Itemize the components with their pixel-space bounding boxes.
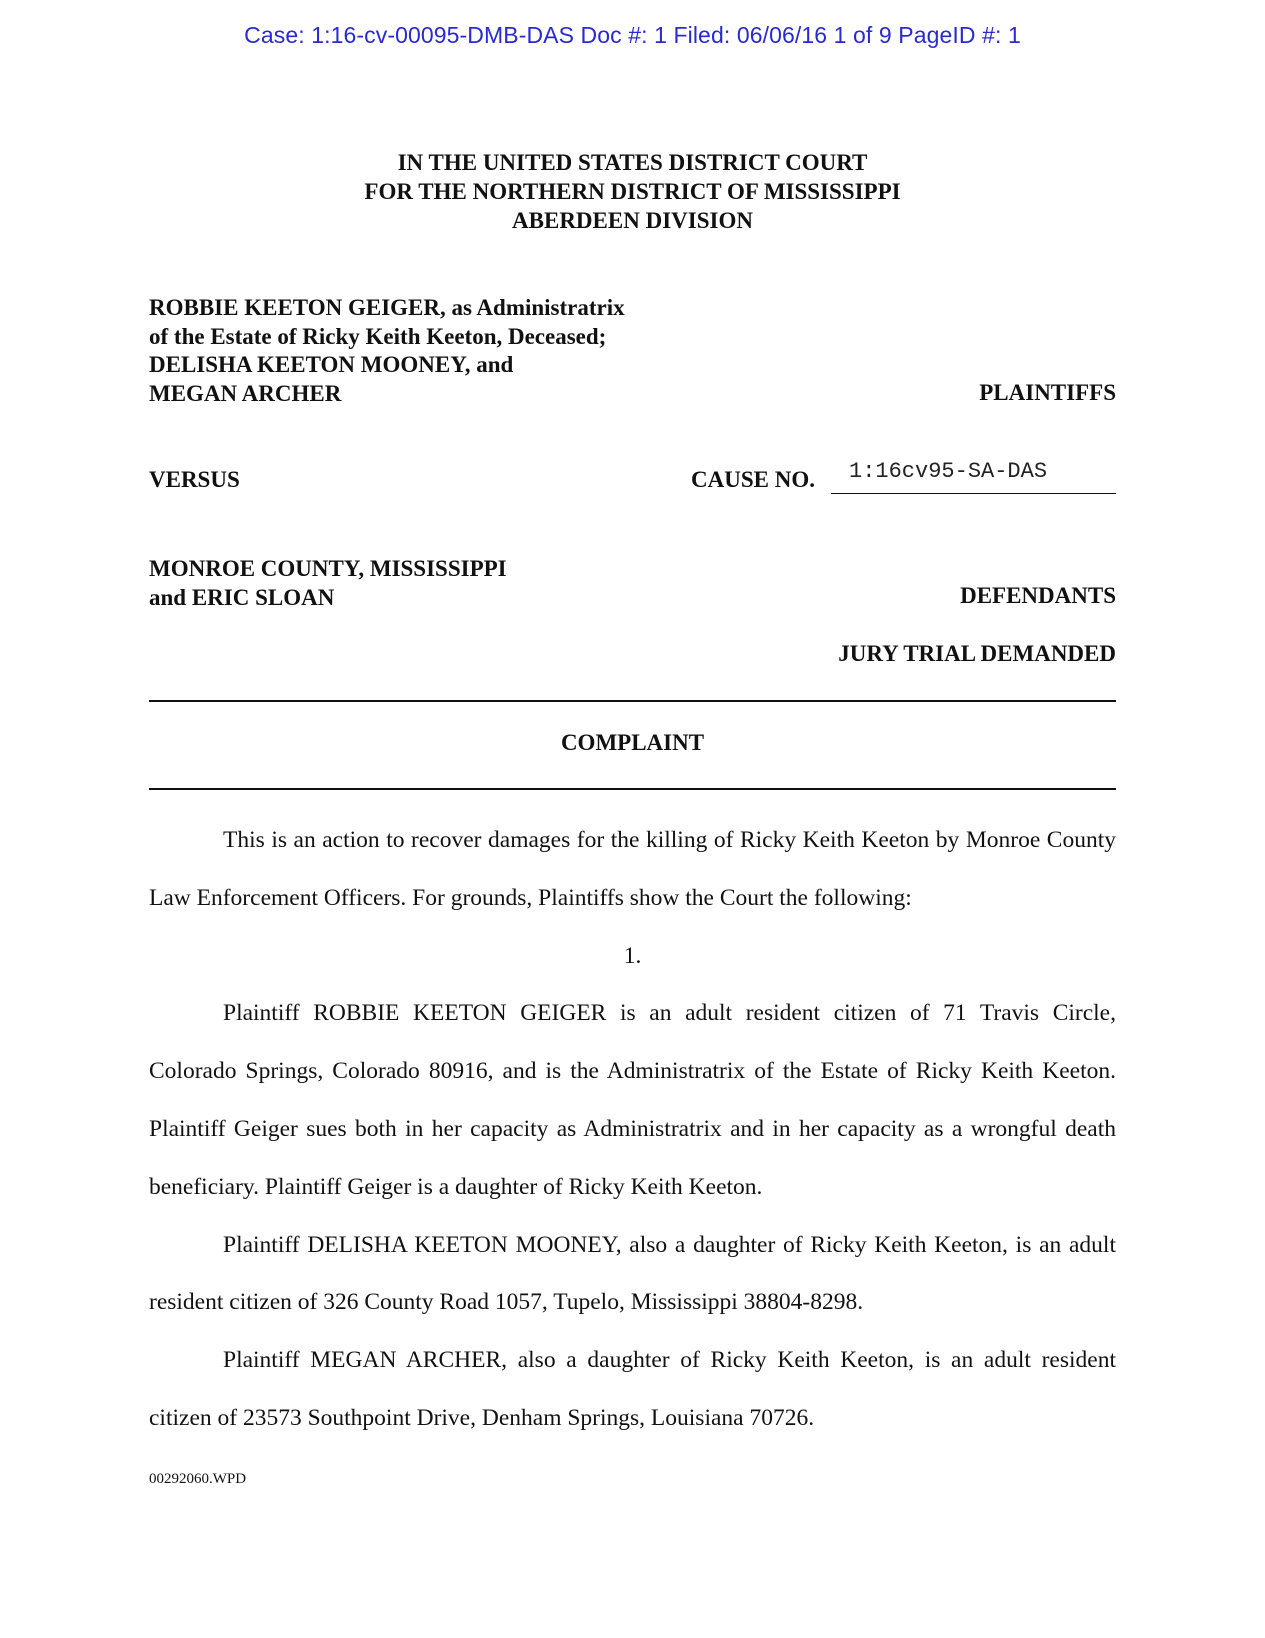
division-line: ABERDEEN DIVISION <box>512 208 753 233</box>
document-code: 00292060.WPD <box>149 1471 247 1487</box>
court-name-line: IN THE UNITED STATES DISTRICT COURT <box>397 150 868 175</box>
plaintiff-line: DELISHA KEETON MOONEY, and <box>149 352 514 377</box>
cause-label: CAUSE NO. <box>691 467 815 492</box>
title-rule-bottom <box>149 788 1116 790</box>
intro-paragraph: This is an action to recover damages for the killing of Ricky Keith Keeton by Monroe County Law Enforcement Officers. For grounds, Plaintiffs show the Court the following: <box>149 827 1116 911</box>
paragraph-geiger: Plaintiff ROBBIE KEETON GEIGER is an adult resident citizen of 71 Travis Circle, Colorado Springs, Colorado 80916, and is the Administratrix of the Estate of Ricky Keith Keeton. Plaintiff Geiger sues both in her capacity as Administratrix and in her capacity as a wrongful death beneficiary. Plaintiff Geiger is a daughter of Ricky Keith Keeton. <box>149 1000 1116 1200</box>
cause-number: 1:16cv95-SA-DAS <box>849 459 1048 484</box>
paragraph-archer: Plaintiff MEGAN ARCHER, also a daughter of Ricky Keith Keeton, is an adult resident citizen of 23573 Southpoint Drive, Denham Springs, Louisiana 70726. <box>149 1347 1116 1431</box>
plaintiff-line: MEGAN ARCHER <box>149 380 342 406</box>
paragraph-mooney: Plaintiff DELISHA KEETON MOONEY, also a daughter of Ricky Keith Keeton, is an adult resident citizen of 326 County Road 1057, Tupelo, Mississippi 38804-8298. <box>149 1231 1116 1316</box>
defendants-label: DEFENDANTS <box>960 583 1116 608</box>
title-rule-top <box>149 700 1116 702</box>
plaintiff-line: of the Estate of Ricky Keith Keeton, Deceased; <box>149 323 607 349</box>
defendant-line: MONROE COUNTY, MISSISSIPPI <box>149 556 507 581</box>
defendant-names <box>149 555 507 612</box>
case-filing-stamp: Case: 1:16-cv-00095-DMB-DAS Doc #: 1 Filed: 06/06/16 1 of 9 PageID #: 1 <box>244 22 1021 48</box>
complaint-body <box>149 812 1116 1448</box>
plaintiffs-label: PLAINTIFFS <box>979 380 1116 405</box>
district-line: FOR THE NORTHERN DISTRICT OF MISSISSIPPI <box>364 179 901 204</box>
cause-underline <box>831 493 1116 494</box>
jury-demand: JURY TRIAL DEMANDED <box>838 641 1116 666</box>
plaintiff-names <box>149 294 625 408</box>
versus-label: VERSUS <box>149 467 240 492</box>
document-title: COMPLAINT <box>560 730 705 755</box>
court-caption <box>0 148 1265 235</box>
plaintiff-line: ROBBIE KEETON GEIGER, as Administratrix <box>149 295 625 320</box>
defendant-line: and ERIC SLOAN <box>149 584 335 610</box>
paragraph-number: 1. <box>623 942 642 969</box>
cause-number-field <box>691 459 1116 495</box>
